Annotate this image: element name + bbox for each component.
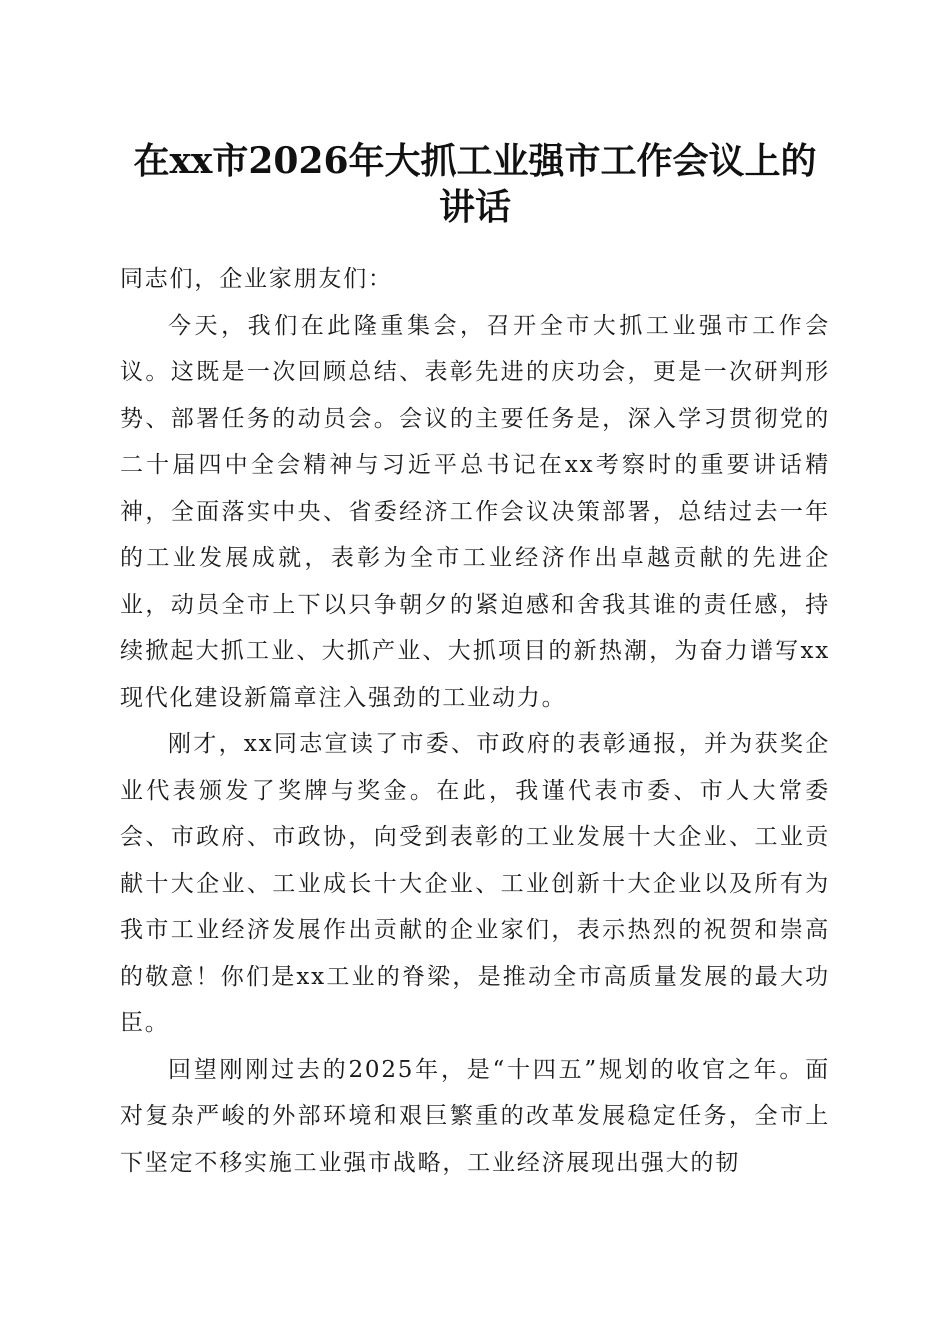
paragraph-commendation: 刚才，xx同志宣读了市委、市政府的表彰通报，并为获奖企业代表颁发了奖牌与奖金。在此，我谨代表市委、市人大常委会、市政府、市政协，向受到表彰的工业发展十大企业、工业贡献十大企业、工业成长十大企业、工业创新十大企业以及所有为我市工业经济发展作出贡献的企业家们，表示热烈的祝贺和崇高的敬意！你们是xx工业的脊梁，是推动全市高质量发展的最大功臣。 (120, 731, 830, 1036)
paragraph-review: 回望刚刚过去的2025年，是“十四五”规划的收官之年。面对复杂严峻的外部环境和艰巨繁重的改革发展稳定任务，全市上下坚定不移实施工业强市战略，工业经济展现出强大的韧 (120, 1056, 830, 1176)
document-body (120, 256, 830, 1186)
document-title: 在xx市2026年大抓工业强市工作会议上的讲话 (133, 140, 817, 228)
greeting-line: 同志们，企业家朋友们： (120, 266, 393, 292)
paragraph-opening: 今天，我们在此隆重集会，召开全市大抓工业强市工作会议。这既是一次回顾总结、表彰先进的庆功会，更是一次研判形势、部署任务的动员会。会议的主要任务是，深入学习贯彻党的二十届四中全会精神与习近平总书记在xx考察时的重要讲话精神，全面落实中央、省委经济工作会议决策部署，总结过去一年的工业发展成就，表彰为全市工业经济作出卓越贡献的先进企业，动员全市上下以只争朝夕的紧迫感和舍我其谁的责任感，持续掀起大抓工业、大抓产业、大抓项目的新热潮，为奋力谱写xx现代化建设新篇章注入强劲的工业动力。 (120, 312, 830, 711)
